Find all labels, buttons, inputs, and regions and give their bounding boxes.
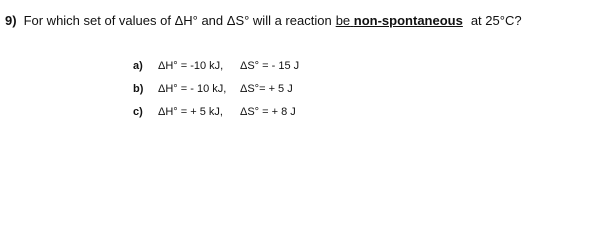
option-delta-h: ΔH° = -10 kJ, [158,60,224,72]
question-emphasis [336,13,463,28]
option-delta-s: ΔS° = + 8 J [240,106,296,118]
option-delta-h: ΔH° = - 10 kJ, [158,83,227,95]
option-delta-h: ΔH° = + 5 kJ, [158,106,223,118]
option-letter: b) [133,83,144,95]
question-emphasis-bold: non-spontaneous [353,13,463,28]
question-text-before: For which set of values of ΔH° and ΔS° will a reaction [23,13,332,28]
option-delta-s: ΔS° = - 15 J [240,60,300,72]
question-emphasis-plain: be [335,13,351,28]
option-letter: a) [133,60,143,72]
question-number: 9) [5,13,17,28]
option-delta-s: ΔS°= + 5 J [240,83,293,95]
option-letter: c) [133,106,143,118]
question-text-after: at 25°C? [470,13,522,28]
question-prompt [5,13,522,29]
